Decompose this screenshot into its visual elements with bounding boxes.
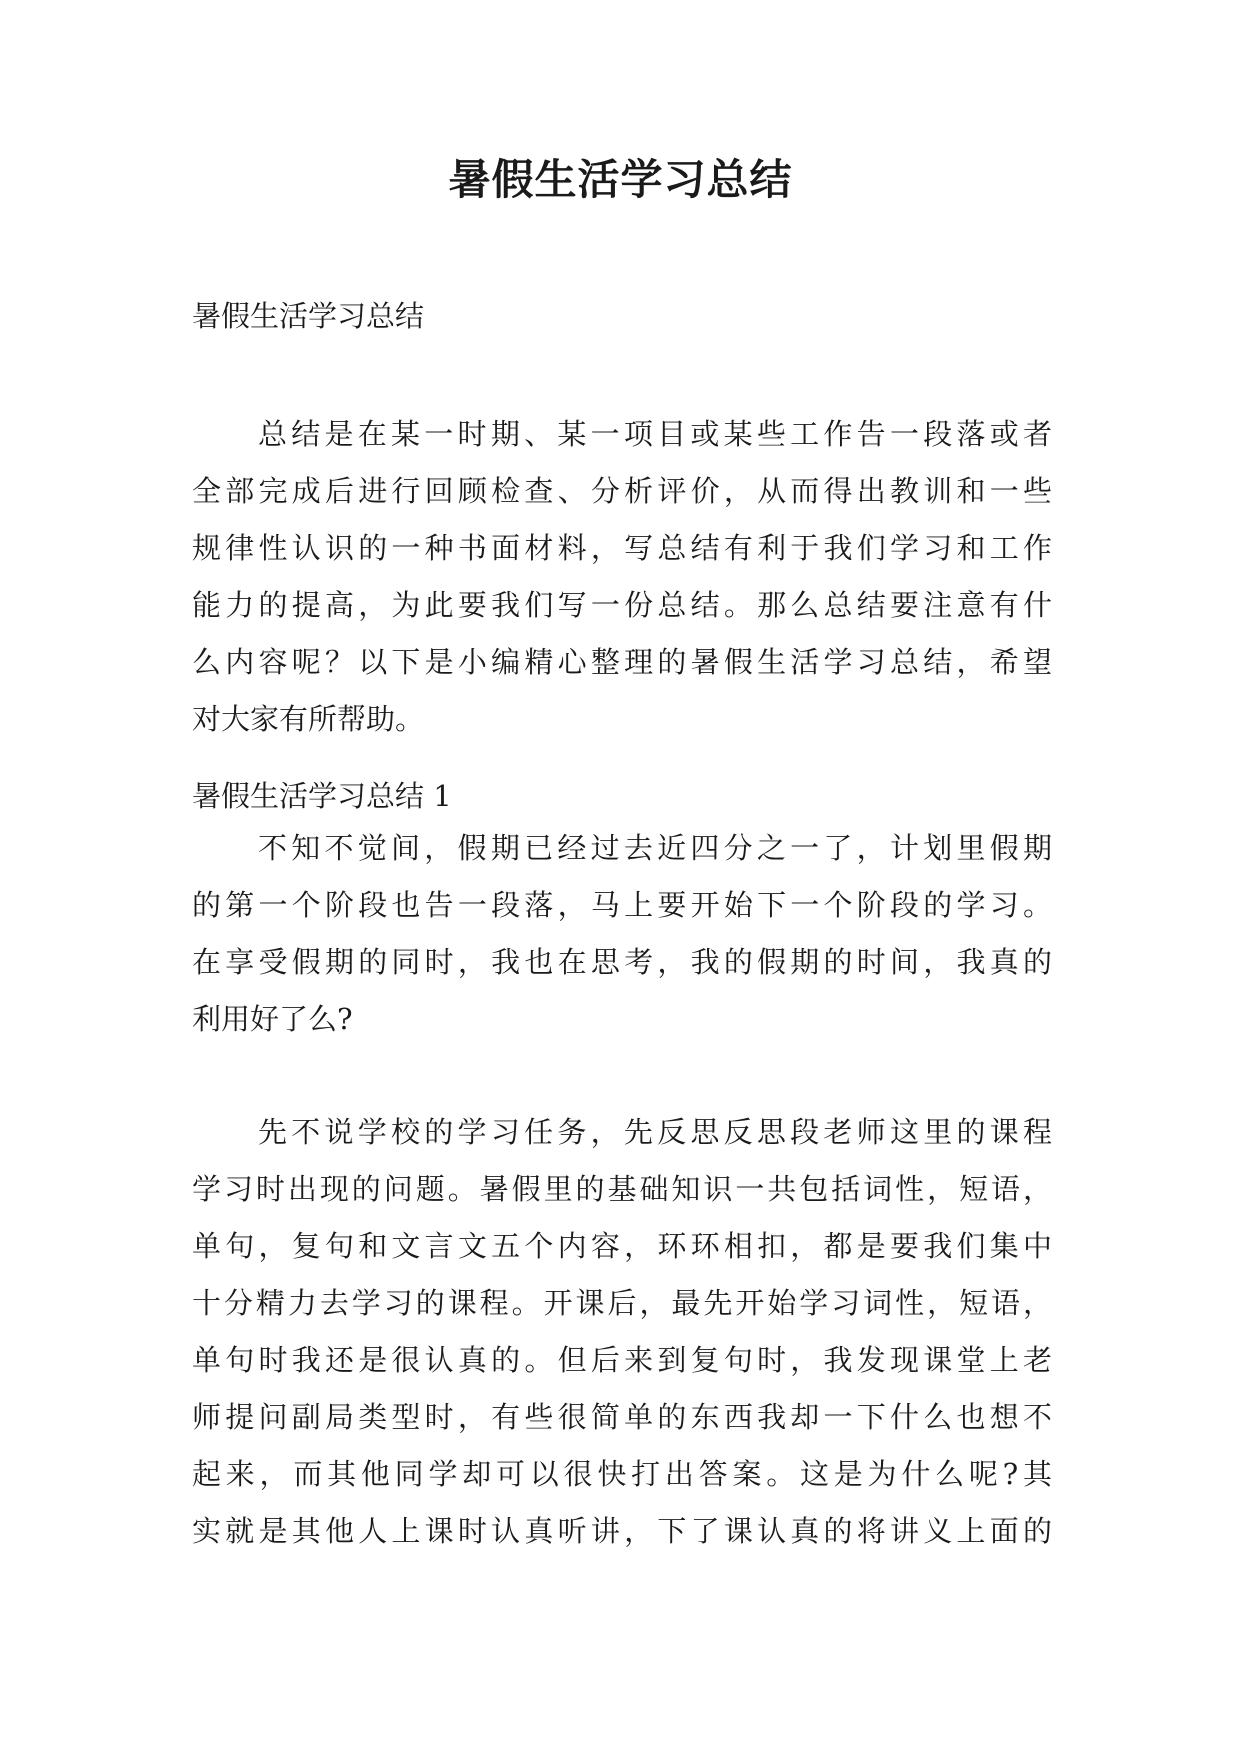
paragraph-line: 起来，而其他同学却可以很快打出答案。这是为什么呢?其 bbox=[192, 1457, 1052, 1491]
document-subtitle: 暑假生活学习总结 bbox=[192, 299, 425, 333]
paragraph-line: 能力的提高，为此要我们写一份总结。那么总结要注意有什 bbox=[192, 588, 1052, 622]
paragraph-line: 师提问副局类型时，有些很简单的东西我却一下什么也想不 bbox=[192, 1400, 1052, 1434]
paragraph-line: 在享受假期的同时，我也在思考，我的假期的时间，我真的 bbox=[192, 945, 1052, 979]
paragraph-line: 十分精力去学习的课程。开课后，最先开始学习词性，短语， bbox=[192, 1286, 1052, 1320]
paragraph-line: 不知不觉间，假期已经过去近四分之一了，计划里假期 bbox=[258, 831, 1052, 865]
paragraph-line: 先不说学校的学习任务，先反思反思段老师这里的课程 bbox=[258, 1115, 1052, 1149]
intro-paragraph bbox=[192, 406, 1052, 748]
paragraph-line: 的第一个阶段也告一段落，马上要开始下一个阶段的学习。 bbox=[192, 888, 1052, 922]
paragraph-line: 单句，复句和文言文五个内容，环环相扣，都是要我们集中 bbox=[192, 1229, 1052, 1263]
paragraph-line: 么内容呢？以下是小编精心整理的暑假生活学习总结，希望 bbox=[192, 645, 1052, 679]
body-paragraph bbox=[192, 820, 1052, 1048]
paragraph-line: 总结是在某一时期、某一项目或某些工作告一段落或者 bbox=[258, 417, 1052, 451]
paragraph-line: 单句时我还是很认真的。但后来到复句时，我发现课堂上老 bbox=[192, 1343, 1052, 1377]
body-paragraph bbox=[192, 1104, 1052, 1560]
paragraph-line: 对大家有所帮助。 bbox=[192, 702, 425, 736]
paragraph-line: 规律性认识的一种书面材料，写总结有利于我们学习和工作 bbox=[192, 531, 1052, 565]
paragraph-line: 学习时出现的问题。暑假里的基础知识一共包括词性，短语， bbox=[192, 1172, 1052, 1206]
paragraph-line: 实就是其他人上课时认真听讲，下了课认真的将讲义上面的 bbox=[192, 1514, 1052, 1548]
paragraph-line: 全部完成后进行回顾检查、分析评价，从而得出教训和一些 bbox=[192, 474, 1052, 508]
paragraph-line: 利用好了么? bbox=[192, 1002, 353, 1036]
section-heading: 暑假生活学习总结 1 bbox=[192, 779, 452, 813]
document-title: 暑假生活学习总结 bbox=[448, 155, 793, 204]
